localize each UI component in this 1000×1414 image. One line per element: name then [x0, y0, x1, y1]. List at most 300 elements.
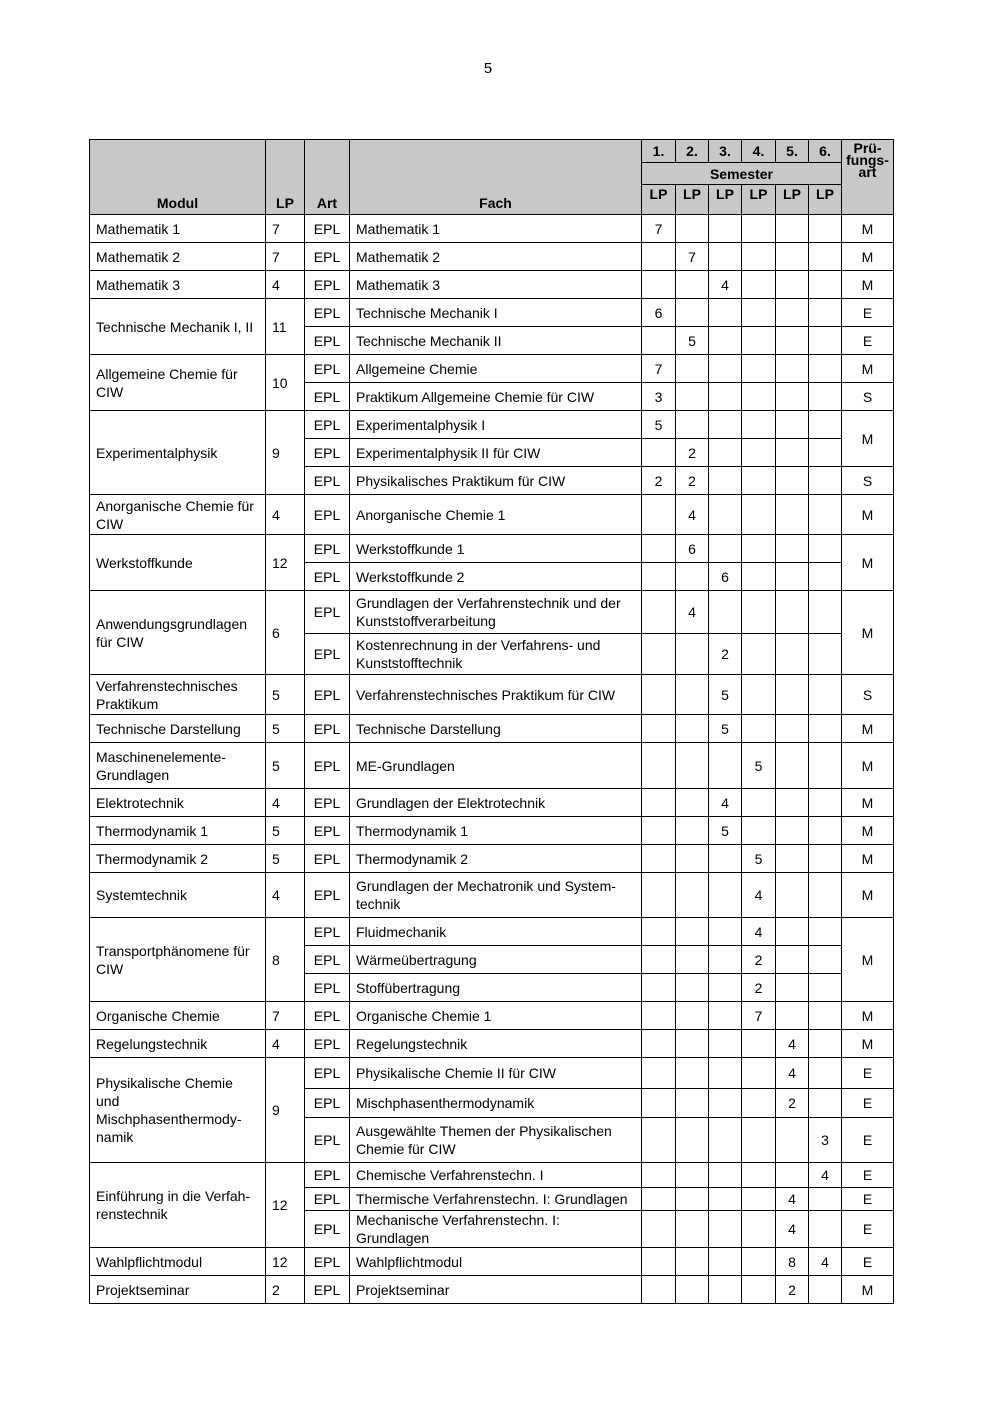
- header-semester-5: 5.: [776, 140, 809, 163]
- fach-name: Kostenrechnung in der Verfahrens- und Kunststofftechnik: [350, 634, 642, 675]
- fach-art: EPL: [305, 355, 350, 383]
- fach-art: EPL: [305, 1276, 350, 1304]
- semester-1-lp: [642, 1163, 676, 1188]
- semester-5-lp: 4: [776, 1188, 809, 1211]
- modul-lp: 4: [266, 1030, 305, 1058]
- semester-2-lp: 5: [676, 327, 709, 355]
- pruefungsart: S: [842, 383, 894, 411]
- modul-name: Mathematik 2: [90, 243, 266, 271]
- semester-3-lp: 2: [709, 634, 742, 675]
- pruefungsart: E: [842, 327, 894, 355]
- table-row: [90, 675, 894, 715]
- fach-art: EPL: [305, 743, 350, 789]
- semester-2-lp: [676, 845, 709, 873]
- modul-name: Einführung in die Verfah-renstechnik: [90, 1163, 266, 1248]
- semester-4-lp: [742, 467, 776, 495]
- table-row: [90, 355, 894, 383]
- semester-5-lp: [776, 918, 809, 946]
- semester-4-lp: [742, 383, 776, 411]
- pruefungsart: M: [842, 817, 894, 845]
- semester-4-lp: [742, 1163, 776, 1188]
- semester-4-lp: [742, 299, 776, 327]
- semester-5-lp: [776, 327, 809, 355]
- semester-5-lp: [776, 845, 809, 873]
- semester-3-lp: 4: [709, 789, 742, 817]
- semester-5-lp: [776, 715, 809, 743]
- semester-1-lp: 6: [642, 299, 676, 327]
- modul-name: Thermodynamik 1: [90, 817, 266, 845]
- semester-2-lp: [676, 675, 709, 715]
- semester-4-lp: [742, 789, 776, 817]
- semester-4-lp: [742, 675, 776, 715]
- semester-1-lp: [642, 675, 676, 715]
- semester-1-lp: [642, 1058, 676, 1089]
- pruefungsart: M: [842, 495, 894, 535]
- semester-2-lp: [676, 1030, 709, 1058]
- semester-1-lp: [642, 495, 676, 535]
- semester-3-lp: [709, 974, 742, 1002]
- fach-art: EPL: [305, 243, 350, 271]
- semester-2-lp: [676, 1248, 709, 1276]
- semester-5-lp: [776, 215, 809, 243]
- fach-art: EPL: [305, 1188, 350, 1211]
- modul-name: Allgemeine Chemie für CIW: [90, 355, 266, 411]
- semester-5-lp: [776, 535, 809, 563]
- fach-name: ME-Grundlagen: [350, 743, 642, 789]
- fach-name: Grundlagen der Verfahrenstechnik und der Kunststoffverarbeitung: [350, 591, 642, 634]
- header-pruef-line-2: fungs-: [846, 152, 889, 168]
- semester-2-lp: [676, 918, 709, 946]
- modul-lp: 5: [266, 743, 305, 789]
- semester-2-lp: [676, 974, 709, 1002]
- modul-lp: 2: [266, 1276, 305, 1304]
- semester-1-lp: [642, 918, 676, 946]
- semester-1-lp: [642, 1211, 676, 1248]
- semester-2-lp: [676, 743, 709, 789]
- semester-1-lp: [642, 1188, 676, 1211]
- semester-3-lp: [709, 1211, 742, 1248]
- semester-1-lp: [642, 845, 676, 873]
- pruefungsart: M: [842, 355, 894, 383]
- semester-3-lp: [709, 1118, 742, 1163]
- semester-5-lp: 4: [776, 1030, 809, 1058]
- modul-name: Technische Darstellung: [90, 715, 266, 743]
- semester-5-lp: [776, 789, 809, 817]
- modul-lp: 9: [266, 1058, 305, 1163]
- semester-5-lp: [776, 439, 809, 467]
- fach-art: EPL: [305, 563, 350, 591]
- semester-2-lp: 4: [676, 591, 709, 634]
- semester-4-lp: 2: [742, 946, 776, 974]
- table-row: [90, 1276, 894, 1304]
- modul-lp: 10: [266, 355, 305, 411]
- table-row: [90, 789, 894, 817]
- semester-2-lp: [676, 715, 709, 743]
- semester-2-lp: [676, 383, 709, 411]
- semester-3-lp: [709, 1058, 742, 1089]
- modul-name: Organische Chemie: [90, 1002, 266, 1030]
- fach-art: EPL: [305, 591, 350, 634]
- fach-art: EPL: [305, 1118, 350, 1163]
- modul-name: Physikalische Chemie und Mischphasenthermody-namik: [90, 1058, 266, 1163]
- semester-4-lp: [742, 1089, 776, 1118]
- semester-6-lp: 4: [809, 1248, 842, 1276]
- semester-2-lp: [676, 563, 709, 591]
- semester-1-lp: 5: [642, 411, 676, 439]
- fach-name: Technische Mechanik I: [350, 299, 642, 327]
- fach-art: EPL: [305, 467, 350, 495]
- fach-art: EPL: [305, 299, 350, 327]
- fach-name: Werkstoffkunde 2: [350, 563, 642, 591]
- semester-3-lp: [709, 383, 742, 411]
- semester-6-lp: [809, 1089, 842, 1118]
- semester-1-lp: [642, 271, 676, 299]
- fach-name: Grundlagen der Mechatronik und System-technik: [350, 873, 642, 918]
- modul-name: Mathematik 3: [90, 271, 266, 299]
- semester-3-lp: [709, 495, 742, 535]
- semester-6-lp: [809, 675, 842, 715]
- fach-art: EPL: [305, 789, 350, 817]
- semester-1-lp: 7: [642, 355, 676, 383]
- semester-6-lp: [809, 918, 842, 946]
- pruefungsart: E: [842, 1058, 894, 1089]
- header-semester-4: 4.: [742, 140, 776, 163]
- semester-4-lp: [742, 271, 776, 299]
- semester-3-lp: [709, 1002, 742, 1030]
- semester-5-lp: [776, 743, 809, 789]
- modul-name: Mathematik 1: [90, 215, 266, 243]
- semester-5-lp: 2: [776, 1276, 809, 1304]
- header-semester-2: 2.: [676, 140, 709, 163]
- modul-lp: 12: [266, 1163, 305, 1248]
- fach-art: EPL: [305, 1248, 350, 1276]
- fach-name: Experimentalphysik I: [350, 411, 642, 439]
- fach-name: Allgemeine Chemie: [350, 355, 642, 383]
- semester-1-lp: [642, 946, 676, 974]
- semester-5-lp: [776, 591, 809, 634]
- semester-2-lp: [676, 355, 709, 383]
- semester-3-lp: [709, 411, 742, 439]
- fach-art: EPL: [305, 817, 350, 845]
- semester-2-lp: [676, 411, 709, 439]
- fach-name: Technische Mechanik II: [350, 327, 642, 355]
- semester-6-lp: [809, 243, 842, 271]
- pruefungsart: M: [842, 789, 894, 817]
- semester-6-lp: [809, 845, 842, 873]
- semester-4-lp: 4: [742, 918, 776, 946]
- semester-6-lp: [809, 873, 842, 918]
- table-row: [90, 1058, 894, 1089]
- semester-6-lp: [809, 495, 842, 535]
- semester-6-lp: [809, 271, 842, 299]
- semester-6-lp: [809, 743, 842, 789]
- fach-name: Experimentalphysik II für CIW: [350, 439, 642, 467]
- modul-lp: 5: [266, 845, 305, 873]
- semester-6-lp: [809, 215, 842, 243]
- semester-5-lp: [776, 1118, 809, 1163]
- modul-name: Maschinenelemente-Grundlagen: [90, 743, 266, 789]
- module-table-body: [90, 215, 894, 1304]
- semester-2-lp: 2: [676, 439, 709, 467]
- fach-name: Mathematik 1: [350, 215, 642, 243]
- semester-5-lp: [776, 495, 809, 535]
- pruefungsart: M: [842, 1030, 894, 1058]
- fach-art: EPL: [305, 675, 350, 715]
- modul-name: Anorganische Chemie für CIW: [90, 495, 266, 535]
- semester-6-lp: [809, 817, 842, 845]
- semester-6-lp: [809, 1276, 842, 1304]
- fach-name: Organische Chemie 1: [350, 1002, 642, 1030]
- header-lp-sub-6: LP: [809, 185, 842, 215]
- semester-4-lp: [742, 215, 776, 243]
- pruefungsart: S: [842, 675, 894, 715]
- semester-3-lp: [709, 1276, 742, 1304]
- semester-6-lp: [809, 299, 842, 327]
- semester-1-lp: [642, 743, 676, 789]
- modul-lp: 4: [266, 495, 305, 535]
- semester-3-lp: 5: [709, 715, 742, 743]
- semester-3-lp: [709, 918, 742, 946]
- table-row: [90, 299, 894, 327]
- semester-5-lp: [776, 243, 809, 271]
- semester-5-lp: 2: [776, 1089, 809, 1118]
- semester-1-lp: [642, 591, 676, 634]
- semester-1-lp: 3: [642, 383, 676, 411]
- semester-5-lp: [776, 634, 809, 675]
- table-row: [90, 845, 894, 873]
- modul-lp: 7: [266, 243, 305, 271]
- modul-lp: 7: [266, 215, 305, 243]
- semester-2-lp: [676, 817, 709, 845]
- pruefungsart: M: [842, 1276, 894, 1304]
- pruefungsart: E: [842, 1188, 894, 1211]
- semester-3-lp: [709, 1089, 742, 1118]
- semester-6-lp: [809, 1002, 842, 1030]
- semester-5-lp: [776, 817, 809, 845]
- modul-lp: 5: [266, 817, 305, 845]
- modul-lp: 11: [266, 299, 305, 355]
- semester-1-lp: [642, 1248, 676, 1276]
- semester-4-lp: [742, 327, 776, 355]
- modul-name: Experimentalphysik: [90, 411, 266, 495]
- table-row: [90, 591, 894, 634]
- semester-3-lp: [709, 327, 742, 355]
- semester-5-lp: [776, 467, 809, 495]
- pruefungsart: M: [842, 918, 894, 1002]
- header-pruefungsart: [842, 140, 894, 215]
- semester-2-lp: [676, 1211, 709, 1248]
- fach-art: EPL: [305, 411, 350, 439]
- modul-name: Elektrotechnik: [90, 789, 266, 817]
- semester-2-lp: 2: [676, 467, 709, 495]
- semester-5-lp: [776, 383, 809, 411]
- pruefungsart: M: [842, 591, 894, 675]
- semester-4-lp: 5: [742, 845, 776, 873]
- semester-3-lp: [709, 215, 742, 243]
- semester-3-lp: [709, 1163, 742, 1188]
- semester-5-lp: [776, 271, 809, 299]
- semester-6-lp: [809, 327, 842, 355]
- semester-6-lp: [809, 411, 842, 439]
- fach-name: Physikalische Chemie II für CIW: [350, 1058, 642, 1089]
- semester-3-lp: [709, 439, 742, 467]
- semester-4-lp: [742, 634, 776, 675]
- semester-3-lp: 5: [709, 817, 742, 845]
- fach-art: EPL: [305, 1089, 350, 1118]
- semester-6-lp: [809, 383, 842, 411]
- pruefungsart: M: [842, 743, 894, 789]
- header-lp: LP: [266, 140, 305, 215]
- fach-art: EPL: [305, 1030, 350, 1058]
- semester-2-lp: [676, 634, 709, 675]
- semester-6-lp: [809, 1188, 842, 1211]
- semester-4-lp: [742, 411, 776, 439]
- semester-2-lp: [676, 215, 709, 243]
- fach-art: EPL: [305, 327, 350, 355]
- pruefungsart: M: [842, 845, 894, 873]
- semester-3-lp: [709, 1248, 742, 1276]
- fach-name: Wärmeübertragung: [350, 946, 642, 974]
- semester-3-lp: 6: [709, 563, 742, 591]
- semester-2-lp: [676, 873, 709, 918]
- fach-art: EPL: [305, 1002, 350, 1030]
- pruefungsart: M: [842, 215, 894, 243]
- header-lp-sub-1: LP: [642, 185, 676, 215]
- table-row: [90, 411, 894, 439]
- semester-2-lp: [676, 1058, 709, 1089]
- semester-6-lp: [809, 634, 842, 675]
- modul-name: Regelungstechnik: [90, 1030, 266, 1058]
- table-row: [90, 495, 894, 535]
- semester-4-lp: 7: [742, 1002, 776, 1030]
- fach-name: Mathematik 2: [350, 243, 642, 271]
- semester-6-lp: [809, 467, 842, 495]
- semester-2-lp: [676, 1118, 709, 1163]
- modul-name: Wahlpflichtmodul: [90, 1248, 266, 1276]
- header-lp-sub-2: LP: [676, 185, 709, 215]
- table-row: [90, 817, 894, 845]
- pruefungsart: M: [842, 411, 894, 467]
- fach-name: Regelungstechnik: [350, 1030, 642, 1058]
- semester-2-lp: [676, 1163, 709, 1188]
- semester-6-lp: [809, 715, 842, 743]
- semester-2-lp: [676, 271, 709, 299]
- semester-3-lp: [709, 535, 742, 563]
- semester-4-lp: [742, 1248, 776, 1276]
- semester-3-lp: [709, 873, 742, 918]
- semester-3-lp: [709, 946, 742, 974]
- header-lp-sub-3: LP: [709, 185, 742, 215]
- fach-name: Mathematik 3: [350, 271, 642, 299]
- semester-5-lp: [776, 873, 809, 918]
- modul-lp: 8: [266, 918, 305, 1002]
- header-art: Art: [305, 140, 350, 215]
- semester-2-lp: 6: [676, 535, 709, 563]
- semester-6-lp: [809, 1058, 842, 1089]
- semester-5-lp: [776, 355, 809, 383]
- pruefungsart: S: [842, 467, 894, 495]
- semester-1-lp: [642, 563, 676, 591]
- semester-4-lp: [742, 817, 776, 845]
- semester-6-lp: [809, 591, 842, 634]
- semester-1-lp: [642, 1118, 676, 1163]
- semester-1-lp: 7: [642, 215, 676, 243]
- fach-name: Grundlagen der Elektrotechnik: [350, 789, 642, 817]
- fach-art: EPL: [305, 946, 350, 974]
- semester-3-lp: 4: [709, 271, 742, 299]
- semester-5-lp: 4: [776, 1058, 809, 1089]
- semester-3-lp: [709, 743, 742, 789]
- semester-6-lp: [809, 1030, 842, 1058]
- semester-6-lp: [809, 563, 842, 591]
- semester-3-lp: [709, 845, 742, 873]
- header-lp-sub-4: LP: [742, 185, 776, 215]
- semester-4-lp: 4: [742, 873, 776, 918]
- semester-2-lp: 7: [676, 243, 709, 271]
- semester-5-lp: [776, 411, 809, 439]
- semester-6-lp: [809, 946, 842, 974]
- table-row: [90, 918, 894, 946]
- fach-art: EPL: [305, 715, 350, 743]
- semester-2-lp: [676, 1002, 709, 1030]
- header-semester-6: 6.: [809, 140, 842, 163]
- fach-name: Thermodynamik 1: [350, 817, 642, 845]
- semester-4-lp: [742, 1030, 776, 1058]
- fach-name: Projektseminar: [350, 1276, 642, 1304]
- semester-6-lp: [809, 789, 842, 817]
- semester-5-lp: 4: [776, 1211, 809, 1248]
- fach-name: Wahlpflichtmodul: [350, 1248, 642, 1276]
- pruefungsart: M: [842, 1002, 894, 1030]
- semester-4-lp: [742, 563, 776, 591]
- semester-3-lp: [709, 243, 742, 271]
- modul-lp: 6: [266, 591, 305, 675]
- modul-lp: 5: [266, 675, 305, 715]
- modul-name: Verfahrenstechnisches Praktikum: [90, 675, 266, 715]
- semester-6-lp: 4: [809, 1163, 842, 1188]
- semester-4-lp: [742, 715, 776, 743]
- pruefungsart: M: [842, 271, 894, 299]
- semester-3-lp: [709, 355, 742, 383]
- fach-name: Mechanische Verfahrenstechn. I: Grundlagen: [350, 1211, 642, 1248]
- table-row: [90, 743, 894, 789]
- fach-name: Technische Darstellung: [350, 715, 642, 743]
- header-pruef-line-3: art: [858, 164, 877, 180]
- semester-5-lp: [776, 946, 809, 974]
- semester-6-lp: [809, 1211, 842, 1248]
- header-semester-label: Semester: [642, 163, 842, 185]
- semester-3-lp: [709, 1030, 742, 1058]
- semester-4-lp: [742, 355, 776, 383]
- fach-art: EPL: [305, 1211, 350, 1248]
- fach-name: Mischphasenthermodynamik: [350, 1089, 642, 1118]
- semester-4-lp: [742, 243, 776, 271]
- page-number: 5: [483, 60, 493, 77]
- fach-art: EPL: [305, 974, 350, 1002]
- table-row: [90, 535, 894, 563]
- header-fach: Fach: [350, 140, 642, 215]
- pruefungsart: E: [842, 1163, 894, 1188]
- semester-1-lp: [642, 439, 676, 467]
- semester-1-lp: [642, 1002, 676, 1030]
- semester-5-lp: [776, 675, 809, 715]
- fach-art: EPL: [305, 845, 350, 873]
- semester-1-lp: [642, 715, 676, 743]
- semester-4-lp: [742, 495, 776, 535]
- semester-3-lp: 5: [709, 675, 742, 715]
- modul-lp: 5: [266, 715, 305, 743]
- semester-1-lp: [642, 817, 676, 845]
